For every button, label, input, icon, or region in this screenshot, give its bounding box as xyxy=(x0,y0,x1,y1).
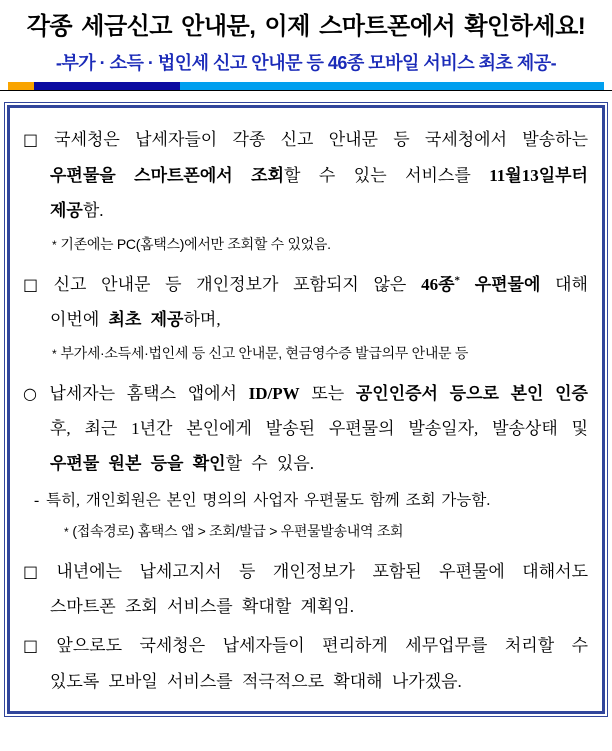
text-run-bold: ID/PW xyxy=(248,383,300,403)
text-run: 대해 이번에 xyxy=(50,274,588,330)
text-run: 할 수 있는 서비스를 xyxy=(284,165,490,185)
text-run-bold: 공인인증서 등으로 본인 인증 xyxy=(355,383,588,403)
text-run: 앞으로도 국세청은 납세자들이 편리하게 세무업무를 처리할 수 있도록 모바일 서비스를 적극적으로 확대해 나가겠음. xyxy=(50,636,588,691)
footnote-access-path xyxy=(18,520,588,542)
text-run-bold: 46종 xyxy=(421,274,455,294)
asterisk-marker: * xyxy=(52,238,57,253)
text-run-bold: 최초 제공 xyxy=(108,310,184,330)
footnote-pc-hometax xyxy=(18,233,588,255)
accent-bar-orange-segment xyxy=(8,82,34,90)
text-run: 내년에는 납세고지서 등 개인정보가 포함된 우편물에 대해서도 스마트폰 조회 서비스를 확대할 계획임. xyxy=(50,561,588,617)
accent-bar xyxy=(0,82,612,91)
subitem-personal-member xyxy=(18,486,588,515)
paragraph-login-method xyxy=(18,376,588,482)
text-run: 국세청은 납세자들이 각종 신고 안내문 등 국세청에서 발송하는 xyxy=(54,130,588,150)
paragraph-service-launch xyxy=(18,122,588,228)
text-run-bold: 우편물 원본 등을 확인 xyxy=(50,454,226,474)
square-bullet-icon: □ xyxy=(23,130,45,150)
dash-marker: - xyxy=(34,491,40,509)
footnote-text: 부가세·소득세·법인세 등 신고 안내문, 현금영수증 발급의무 안내문 등 xyxy=(60,345,469,362)
text-run: 납세자는 홈택스 앱에서 xyxy=(49,383,249,403)
circle-bullet-icon: ○ xyxy=(23,383,40,403)
accent-bar-skyblue-segment xyxy=(180,82,604,90)
text-run: 후, 최근 1년간 본인에게 발송된 우편물의 발송일자, 발송상태 및 xyxy=(50,419,588,439)
content-box-outer-border xyxy=(4,102,608,717)
page-subtitle: -부가 · 소득 · 법인세 신고 안내문 등 46종 모바일 서비스 최초 제공- xyxy=(55,52,557,73)
text-run: 함. xyxy=(82,200,104,220)
subitem-text: 특히, 개인회원은 본인 명의의 사업자 우편물도 함께 조회 가능함. xyxy=(46,491,491,509)
square-bullet-icon: □ xyxy=(23,636,47,656)
text-run-bold: 우편물에 xyxy=(460,274,541,294)
superscript-asterisk: * xyxy=(454,274,460,286)
text-run: 할 수 있음. xyxy=(225,454,315,474)
square-bullet-icon: □ xyxy=(23,561,47,581)
accent-bar-segments xyxy=(8,82,604,90)
page-title: 각종 세금신고 안내문, 이제 스마트폰에서 확인하세요! xyxy=(26,13,586,40)
paragraph-future-expansion xyxy=(18,628,588,699)
text-run-bold: 우편물을 스마트폰에서 조회 xyxy=(50,165,284,185)
text-run: 신고 안내문 등 개인정보가 포함되지 않은 xyxy=(53,274,422,294)
footnote-text: (접속경로) 홈택스 앱 > 조회/발급 > 우편물발송내역 조회 xyxy=(72,523,404,540)
text-run-bold: 11월13일부터 제공 xyxy=(50,165,588,220)
asterisk-marker: * xyxy=(52,347,57,362)
paragraph-next-year-plan xyxy=(18,554,588,625)
text-run: 또는 xyxy=(299,383,356,403)
paragraph-46-types xyxy=(18,267,588,338)
asterisk-marker: * xyxy=(64,525,69,540)
footnote-mail-types xyxy=(18,342,588,364)
text-run: 하며, xyxy=(183,310,221,330)
square-bullet-icon: □ xyxy=(23,274,44,294)
footnote-text: 기존에는 PC(홈택스)에서만 조회할 수 있었음. xyxy=(60,236,331,253)
accent-bar-navy-segment xyxy=(34,82,180,90)
content-box xyxy=(7,105,605,714)
